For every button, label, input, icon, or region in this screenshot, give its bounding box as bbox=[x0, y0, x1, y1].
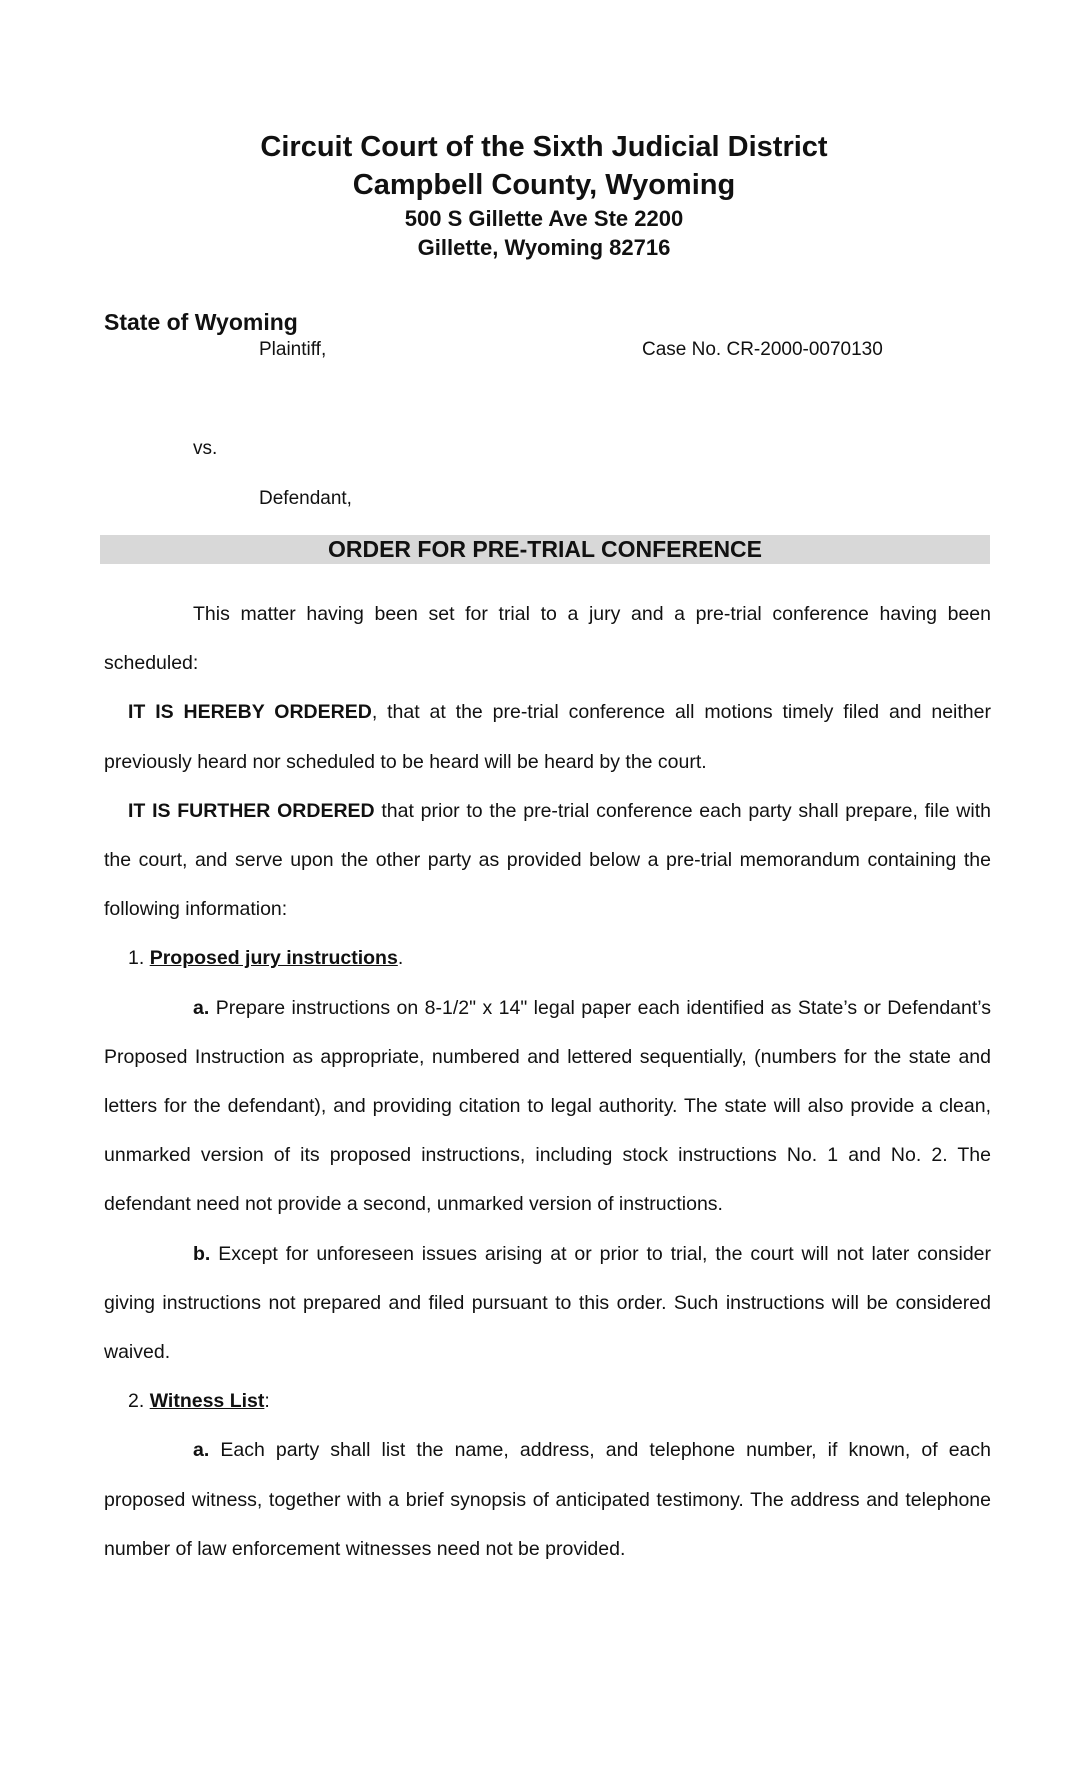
section-1-punct: . bbox=[397, 947, 404, 970]
section-1-number: 1. bbox=[128, 947, 150, 970]
plaintiff-name: State of Wyoming bbox=[104, 309, 298, 335]
intro-paragraph: This matter having been set for trial to a jury and a pre-trial conference having been scheduled: bbox=[104, 603, 991, 675]
section-1b-label: b. bbox=[193, 1242, 211, 1265]
section-1-title: Proposed jury instructions bbox=[149, 947, 398, 970]
defendant-label: Defendant, bbox=[259, 488, 352, 509]
section-1a-paragraph bbox=[104, 984, 991, 1230]
court-street-address: 500 S Gillette Ave Ste 2200 bbox=[404, 206, 684, 231]
court-header bbox=[0, 128, 1088, 262]
plaintiff-label: Plaintiff, bbox=[259, 339, 327, 360]
hereby-ordered-text: , that at the pre-trial conference all motions timely filed and neither previously heard nor scheduled to be heard will be heard by the court. bbox=[104, 701, 991, 773]
court-name: Circuit Court of the Sixth Judicial District bbox=[260, 131, 828, 163]
section-2a-text: Each party shall list the name, address, and telephone number, if known, of each proposed witness, together with a brief synopsis of anticipated testimony. The address and telephone number of law enforcement witnesses need not be provided. bbox=[104, 1439, 991, 1560]
section-2a-paragraph bbox=[104, 1426, 991, 1574]
county-name: Campbell County, Wyoming bbox=[352, 169, 736, 201]
hereby-ordered-heading: IT IS HEREBY ORDERED bbox=[128, 701, 372, 724]
versus-text: vs. bbox=[193, 438, 218, 459]
court-city-address: Gillette, Wyoming 82716 bbox=[417, 235, 671, 260]
section-2-number: 2. bbox=[128, 1390, 150, 1413]
section-2a-label: a. bbox=[193, 1439, 210, 1462]
section-2-title: Witness List bbox=[149, 1390, 265, 1413]
case-number: Case No. CR-2000-0070130 bbox=[642, 339, 883, 360]
section-1b-text: Except for unforeseen issues arising at or prior to trial, the court will not later consider giving instructions not prepared and filed pursuant to this order. Such instructions will be considered waived. bbox=[104, 1242, 991, 1364]
section-2-punct: : bbox=[264, 1390, 270, 1413]
section-1b-paragraph bbox=[104, 1230, 991, 1378]
further-ordered-paragraph bbox=[104, 787, 991, 935]
section-1-heading bbox=[104, 934, 991, 983]
plaintiff-name-line bbox=[104, 310, 994, 337]
section-1a-label: a. bbox=[193, 996, 210, 1019]
further-ordered-text: that prior to the pre-trial conference each party shall prepare, file with the court, and serve upon the other party as provided below a pre-trial memorandum containing the following information: bbox=[104, 799, 991, 921]
hereby-ordered-paragraph bbox=[104, 688, 991, 786]
section-2-heading bbox=[104, 1377, 991, 1426]
section-1a-text: Prepare instructions on 8-1/2" x 14" legal paper each identified as State’s or Defendant’s Proposed Instruction as appropriate, numbered and lettered sequentially, (numbers for the state and letters for the defendant), and providing citation to legal authority. The state will also provide a clean, unmarked version of its proposed instructions, including stock instructions No. 1 and No. 2. The defendant need not provide a second, unmarked version of instructions. bbox=[104, 996, 991, 1216]
order-title: ORDER FOR PRE-TRIAL CONFERENCE bbox=[100, 535, 990, 564]
further-ordered-heading: IT IS FURTHER ORDERED bbox=[128, 799, 375, 822]
order-body bbox=[104, 590, 991, 1574]
